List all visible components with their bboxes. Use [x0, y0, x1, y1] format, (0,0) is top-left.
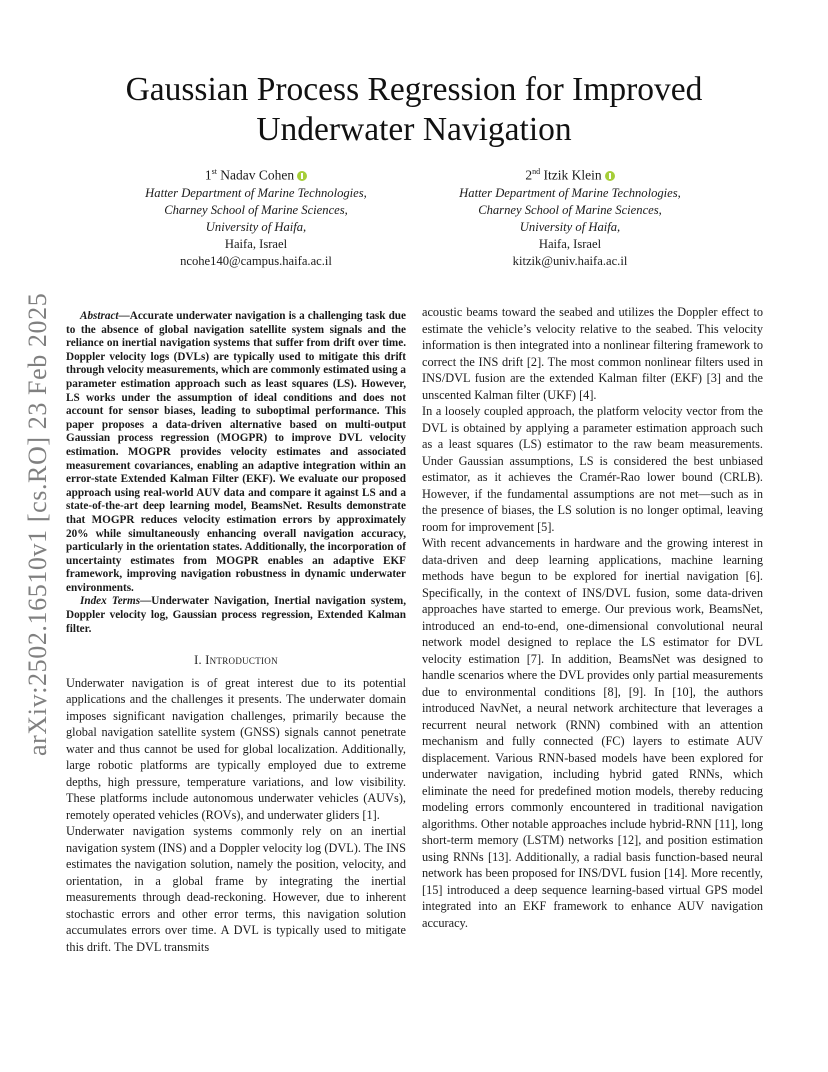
author-location: Haifa, Israel — [538, 236, 602, 251]
paragraph: In a loosely coupled approach, the platform velocity vector from the DVL is obtained by applying a parameter estimation approach such as a least squares (LS) estimator to the raw beam measurements. Under Gaussian assumptions, LS is considered the best unbiased estimator, as it achieves the Cramér-Rao lower bound (CRLB). However, if the fundamental assumptions are not met—such as in the presence of biases, the LS solution is no longer optimal, leaving room for improvement [5]. — [422, 404, 763, 534]
section-title: Introduction — [205, 653, 278, 668]
author-location: Haifa, Israel — [224, 236, 288, 251]
orcid-icon[interactable] — [297, 171, 307, 181]
author-block-1 — [86, 163, 426, 270]
paper-title: Gaussian Process Regression for Improved Underwater Navigation — [125, 71, 703, 148]
abstract-label: Abstract — [80, 310, 119, 322]
abstract-text: —Accurate underwater navigation is a challenging task due to the absence of global navigation satellite system signals and the reliance on inertial navigation systems that suffer from drift over time. Doppler velocity logs (DVLs) are typically used to mitigate this drift through velocity measurements, which are commonly estimated using a parameter estimation approach such as least squares (LS). However, LS works under the assumption of ideal conditions and does not account for sensor biases, leading to suboptimal performance. This paper proposes a data-driven alternative based on multi-output Gaussian process regression (MOGPR) to improve DVL velocity estimation. MOGPR provides velocity estimates and associated measurement covariances, enabling an adaptive integration within an error-state Extended Kalman Filter (EKF). We evaluate our proposed approach using real-world AUV data and compare it against LS and a state-of-the-art deep learning model, BeamsNet. Results demonstrate that MOGPR reduces velocity estimation errors by approximately 20% while simultaneously enhancing overall navigation accuracy, particularly in the orientation states. Additionally, the incorporation of uncertainty estimates from MOGPR enables an adaptive EKF framework, improving navigation robustness in dynamic underwater environments. — [66, 310, 406, 594]
author-email: ncohe140@campus.haifa.ac.il — [180, 253, 332, 268]
affiliation-line: University of Haifa, — [205, 219, 307, 234]
author-block-2 — [400, 163, 740, 270]
author-name — [400, 163, 740, 184]
affiliation-line: Charney School of Marine Sciences, — [164, 202, 348, 217]
index-terms-text: —Underwater Navigation, Inertial navigation system, Doppler velocity log, Gaussian process regression, Extended Kalman filter. — [66, 595, 406, 635]
author-ordinal-suffix: nd — [532, 167, 541, 176]
affiliation-line: University of Haifa, — [519, 219, 621, 234]
author-name — [86, 163, 426, 184]
section-number: I. — [194, 653, 202, 668]
paragraph: With recent advancements in hardware and the growing interest in data-driven and deep learning applications, machine learning methods have begun to be explored for inertial navigation [6]. Specifically, in the context of INS/DVL fusion, some data-driven approaches have started to emerge. Our previous work, BeamsNet, introduced an end-to-end, one-dimensional convolutional neural network model designed to replace the LS estimator for DVL velocity estimation [7]. In addition, BeamsNet was designed to handle scenarios where the DVL provides only partial measurements due to environmental conditions [8], [9]. In [10], the authors introduced NavNet, a neural network architecture that leverages a recurrent neural network (RNN) combined with an attention mechanism and fully connected (FC) layers to estimate AUV displacement. Various RNN-based models have been explored for underwater navigation, including hybrid gated RNNs, which eliminate the need for predefined motion models, thereby reducing modeling errors commonly encountered in traditional navigation algorithms. Other notable approaches include hybrid-RNN [11], long short-term memory (LSTM) networks [12], and position estimation using RNNs [13]. Additionally, a radial basis function-based neural network has been proposed for INS/DVL fusion [14]. More recently, [15] introduced a deep sequence learning-based virtual GPS model integrated into an EKF framework to enhance AUV navigation accuracy. — [422, 536, 763, 930]
author-name-text: Nadav Cohen — [220, 167, 295, 183]
paragraph: Underwater navigation is of great interest due to its potential applications and the challenges it presents. The underwater domain imposes significant navigation challenges, primarily because the global navigation satellite system (GNSS) signals cannot penetrate water and thus cannot be used for global localization. Additionally, large robotic platforms are typically employed due to extreme depths, high pressure, temperature variations, and low visibility. These platforms include autonomous underwater vehicles (AUVs), remotely operated vehicles (ROVs), and underwater gliders [1]. — [66, 675, 406, 822]
author-ordinal: 1 — [204, 167, 212, 183]
orcid-icon[interactable] — [605, 171, 615, 181]
arxiv-identifier: arXiv:2502.16510v1 [cs.RO] 23 Feb 2025 — [23, 292, 52, 756]
right-column — [422, 304, 763, 931]
author-ordinal-suffix: st — [211, 167, 217, 176]
affiliation-line: Charney School of Marine Sciences, — [478, 202, 662, 217]
left-column — [66, 310, 406, 955]
author-ordinal: 2 — [525, 167, 533, 183]
affiliation-line: Hatter Department of Marine Technologies, — [145, 185, 367, 200]
affiliation-line: Hatter Department of Marine Technologies, — [459, 185, 681, 200]
paragraph: acoustic beams toward the seabed and utilizes the Doppler effect to estimate the vehicle’s velocity relative to the seabed. This velocity information is then integrated into a nonlinear filtering framework to correct the INS drift [2]. The most common nonlinear filters used in INS/DVL fusion are the extended Kalman filter (EKF) [3] and the unscented Kalman filter (UKF) [4]. — [422, 305, 763, 402]
index-terms-label: Index Terms — [80, 595, 141, 608]
index-terms — [66, 595, 406, 636]
author-email: kitzik@univ.haifa.ac.il — [512, 253, 628, 268]
section-heading — [66, 652, 406, 669]
abstract — [66, 310, 406, 595]
paragraph: Underwater navigation systems commonly rely on an inertial navigation system (INS) and a Doppler velocity log (DVL). The INS estimates the navigation solution, namely the position, velocity, and orientation, in a global frame by integrating the inertial measurements through dead-reckoning. However, due to inherent stochastic errors and other error terms, this navigation solution accumulates errors over time. A DVL is typically used to mitigate this drift. The DVL transmits — [66, 824, 406, 954]
author-name-text: Itzik Klein — [543, 167, 602, 183]
